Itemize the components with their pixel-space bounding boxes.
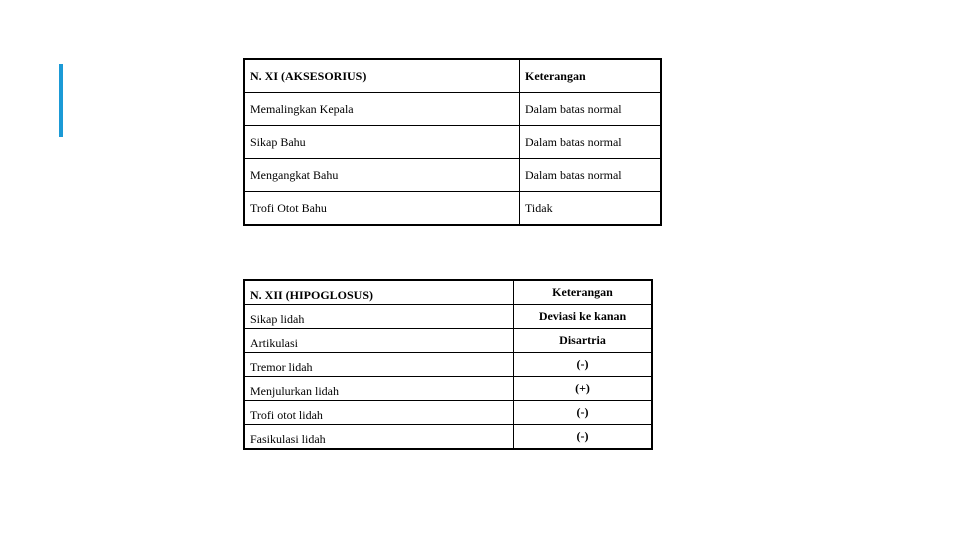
- table-row: [244, 93, 661, 126]
- table-cell: Trofi otot lidah: [244, 401, 514, 425]
- table-row: [244, 401, 652, 425]
- table-cell: Sikap Bahu: [244, 126, 520, 159]
- table-cell: (-): [514, 353, 653, 377]
- table-cell: Dalam batas normal: [520, 93, 662, 126]
- table-row: [244, 329, 652, 353]
- table-header-cell: Keterangan: [514, 280, 653, 305]
- table-cell: Dalam batas normal: [520, 159, 662, 192]
- table-cell: Tremor lidah: [244, 353, 514, 377]
- table-cell: Sikap lidah: [244, 305, 514, 329]
- table-cell: Trofi Otot Bahu: [244, 192, 520, 226]
- table-row: [244, 425, 652, 450]
- table-header-row: [244, 59, 661, 93]
- hypoglossal-nerve-table: [243, 279, 653, 450]
- table-cell: (-): [514, 425, 653, 450]
- table-header-cell: Keterangan: [520, 59, 662, 93]
- table-cell: Mengangkat Bahu: [244, 159, 520, 192]
- table-row: [244, 377, 652, 401]
- table-cell: Fasikulasi lidah: [244, 425, 514, 450]
- table-cell: (-): [514, 401, 653, 425]
- table-row: [244, 126, 661, 159]
- table-cell: Tidak: [520, 192, 662, 226]
- table-cell: Artikulasi: [244, 329, 514, 353]
- table-header-cell: N. XII (HIPOGLOSUS): [244, 280, 514, 305]
- table-row: [244, 192, 661, 226]
- accent-bar: [59, 64, 63, 137]
- table-row: [244, 353, 652, 377]
- table-cell: (+): [514, 377, 653, 401]
- table-cell: Disartria: [514, 329, 653, 353]
- table-header-row: [244, 280, 652, 305]
- accessory-nerve-table: [243, 58, 662, 226]
- table-cell: Dalam batas normal: [520, 126, 662, 159]
- table-cell: Menjulurkan lidah: [244, 377, 514, 401]
- table-cell: Deviasi ke kanan: [514, 305, 653, 329]
- table-row: [244, 305, 652, 329]
- table-header-cell: N. XI (AKSESORIUS): [244, 59, 520, 93]
- table-row: [244, 159, 661, 192]
- table-cell: Memalingkan Kepala: [244, 93, 520, 126]
